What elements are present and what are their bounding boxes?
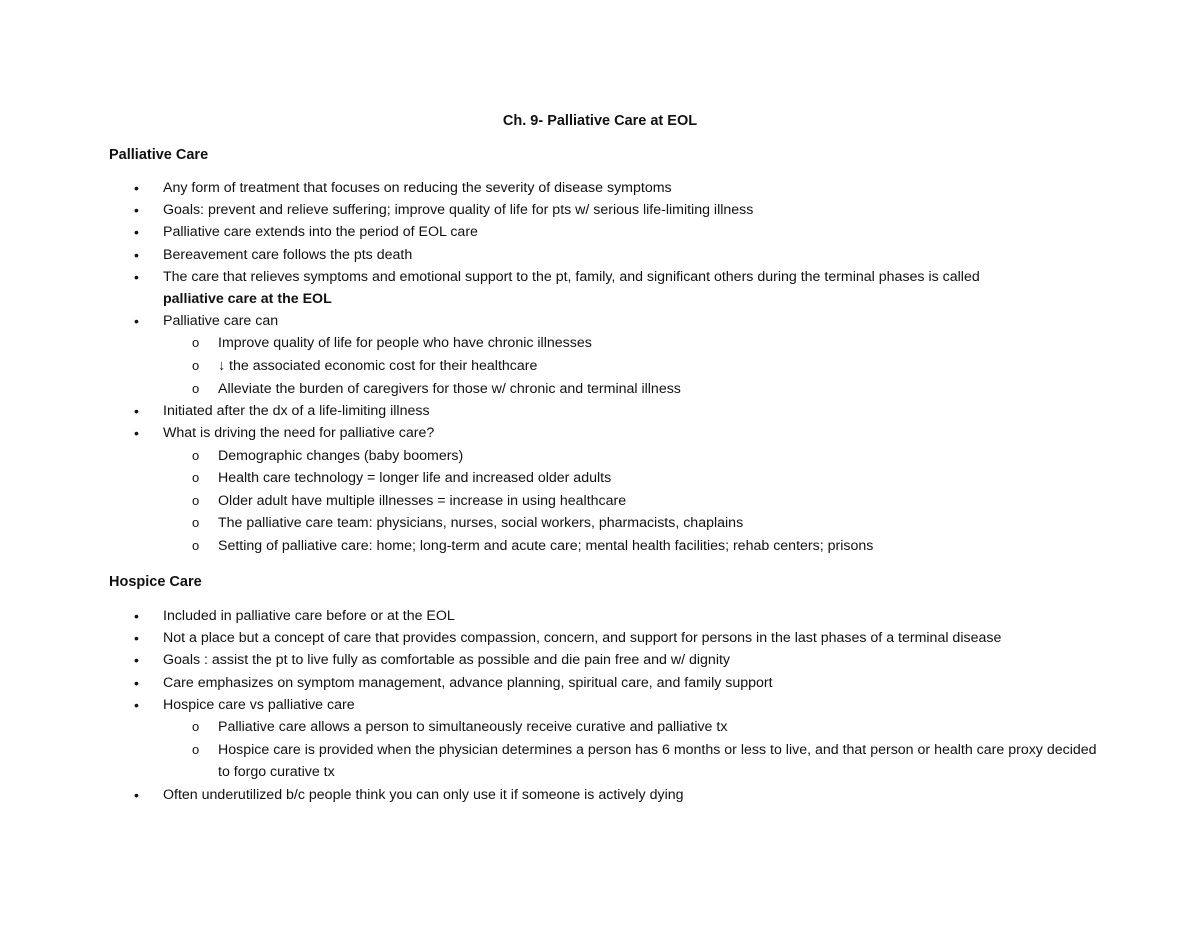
sub-list-item xyxy=(163,490,1100,513)
circle-bullet-icon: o xyxy=(192,380,200,396)
sub-list-item xyxy=(163,739,1100,784)
list-item xyxy=(0,400,1100,422)
sub-list-item-text: ↓ the associated economic cost for their healthcare xyxy=(218,358,538,375)
hospice-care-list xyxy=(0,605,1100,806)
sub-list-item xyxy=(163,332,1100,355)
list-item-text: Care emphasizes on symptom management, advance planning, spiritual care, and family support xyxy=(163,674,773,691)
section-heading-hospice-care: Hospice Care xyxy=(109,574,202,590)
sub-list-item xyxy=(163,716,1100,739)
sub-list-item-text: Health care technology = longer life and increased older adults xyxy=(218,470,612,487)
sub-list-item-text: Demographic changes (baby boomers) xyxy=(218,447,464,464)
list-item-text: Not a place but a concept of care that provides compassion, concern, and support for persons in the last phases of a terminal disease xyxy=(163,630,1002,647)
sub-list-item-text: Hospice care is provided when the physician determines a person has 6 months or less to live, and that person or health care proxy decided to forgo curative tx xyxy=(218,741,1097,781)
bullet-icon: • xyxy=(134,674,139,691)
bullet-icon: • xyxy=(134,202,139,219)
bullet-icon: • xyxy=(134,608,139,624)
page-title: Ch. 9- Palliative Care at EOL xyxy=(502,113,698,129)
circle-bullet-icon: o xyxy=(192,492,200,508)
sub-list-item xyxy=(163,512,1100,535)
circle-bullet-icon: o xyxy=(192,719,200,735)
list-item-text: Initiated after the dx of a life-limiting illness xyxy=(163,403,430,420)
list-item-text: The care that relieves symptoms and emotional support to the pt, family, and significant others during the terminal phases is called xyxy=(163,268,980,285)
list-item-text: Goals: prevent and relieve suffering; improve quality of life for pts w/ serious life-limiting illness xyxy=(163,202,754,219)
sub-list-item xyxy=(163,355,1100,378)
list-item xyxy=(0,244,1100,266)
bullet-icon: • xyxy=(134,313,139,330)
sub-list-item xyxy=(163,467,1100,490)
list-item-text: Hospice care vs palliative care xyxy=(163,696,355,713)
sub-list-item-text: Alleviate the burden of caregivers for those w/ chronic and terminal illness xyxy=(218,380,681,397)
list-item-text: Goals : assist the pt to live fully as comfortable as possible and die pain free and w/ dignity xyxy=(163,652,731,669)
circle-bullet-icon: o xyxy=(192,515,200,531)
sub-list-item xyxy=(163,445,1100,468)
circle-bullet-icon: o xyxy=(192,335,200,351)
list-item-text: Included in palliative care before or at the EOL xyxy=(163,608,455,624)
sub-list-item-text: Older adult have multiple illnesses = increase in using healthcare xyxy=(218,492,627,509)
list-item xyxy=(0,310,1100,400)
bullet-icon: • xyxy=(134,268,139,285)
list-item xyxy=(0,649,1100,671)
circle-bullet-icon: o xyxy=(192,470,200,486)
list-item-text: Palliative care extends into the period of EOL care xyxy=(163,224,478,241)
section-heading-palliative-care: Palliative Care xyxy=(109,147,209,163)
list-item xyxy=(0,422,1100,557)
list-item xyxy=(0,221,1100,243)
list-item xyxy=(0,784,1100,806)
bullet-icon: • xyxy=(134,696,139,713)
circle-bullet-icon: o xyxy=(192,358,200,374)
bullet-icon: • xyxy=(134,246,139,263)
bullet-icon: • xyxy=(134,630,139,647)
list-item-text: What is driving the need for palliative care? xyxy=(163,425,435,442)
list-item xyxy=(0,177,1100,199)
sub-list-item-text: Setting of palliative care: home; long-term and acute care; mental health facilities; rehab centers; prisons xyxy=(218,537,874,554)
sub-list-item-text: Improve quality of life for people who have chronic illnesses xyxy=(218,335,592,352)
palliative-care-can-sublist xyxy=(163,332,1100,400)
circle-bullet-icon: o xyxy=(192,537,200,553)
bullet-icon: • xyxy=(134,652,139,669)
bullet-icon: • xyxy=(134,786,139,803)
sub-list-item-text: Palliative care allows a person to simultaneously receive curative and palliative tx xyxy=(218,719,728,736)
hospice-vs-palliative-sublist xyxy=(163,716,1100,784)
sub-list-item xyxy=(163,378,1100,401)
list-item xyxy=(0,694,1100,784)
list-item xyxy=(0,627,1100,649)
list-item xyxy=(0,266,1100,310)
driving-need-sublist xyxy=(163,445,1100,558)
circle-bullet-icon: o xyxy=(192,741,200,757)
bullet-icon: • xyxy=(134,403,139,420)
palliative-care-list xyxy=(0,177,1100,558)
sub-list-item xyxy=(163,535,1100,558)
list-item xyxy=(0,199,1100,221)
list-item-text: Any form of treatment that focuses on reducing the severity of disease symptoms xyxy=(163,180,672,196)
bullet-icon: • xyxy=(134,224,139,241)
bullet-icon: • xyxy=(134,425,139,442)
list-item-text: Bereavement care follows the pts death xyxy=(163,246,413,263)
list-item xyxy=(0,605,1100,627)
list-item xyxy=(0,672,1100,694)
circle-bullet-icon: o xyxy=(192,447,200,463)
sub-list-item-text: The palliative care team: physicians, nurses, social workers, pharmacists, chaplains xyxy=(218,515,744,532)
list-item-emphasis: palliative care at the EOL xyxy=(163,291,332,308)
bullet-icon: • xyxy=(134,180,139,196)
list-item-text: Palliative care can xyxy=(163,313,279,330)
list-item-text: Often underutilized b/c people think you can only use it if someone is actively dying xyxy=(163,786,684,803)
